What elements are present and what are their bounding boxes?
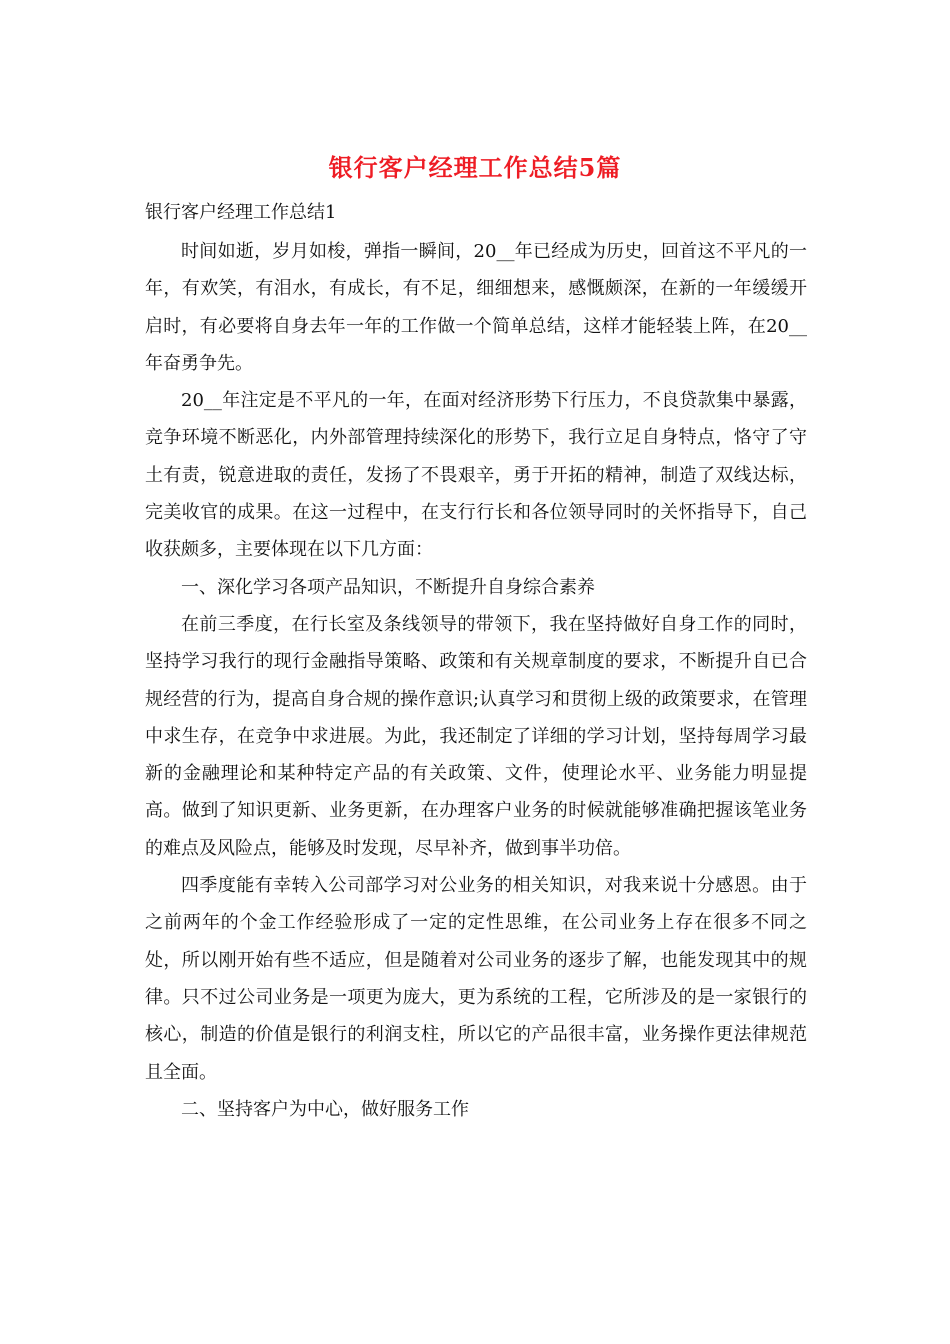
paragraph-q4: 四季度能有幸转入公司部学习对公业务的相关知识，对我来说十分感恩。由于之前两年的个金工作经验形成了一定的定性思维，在公司业务上存在很多不同之处，所以刚开始有些不适应，但是随着对公司业务的逐步了解，也能发现其中的规律。只不过公司业务是一项更为庞大，更为系统的工程，它所涉及的是一家银行的核心，制造的价值是银行的利润支柱，所以它的产品很丰富，业务操作更法律规范且全面。 — [145, 875, 807, 1083]
section-heading-1: 一、深化学习各项产品知识，不断提升自身综合素养 — [181, 576, 595, 598]
section-subtitle: 银行客户经理工作总结1 — [145, 202, 337, 223]
paragraph-intro: 时间如逝，岁月如梭，弹指一瞬间，20__年已经成为历史，回首这不平凡的一年，有欢笑，有泪水，有成长，有不足，细细想来，感慨颇深，在新的一年缓缓开启时，有必要将自身去年一年的工作做一个简单总结，这样才能轻装上阵，在20__年奋勇争先。 — [145, 241, 807, 374]
document-title: 银行客户经理工作总结5篇 — [328, 153, 622, 182]
section-heading-2: 二、坚持客户为中心，做好服务工作 — [181, 1098, 469, 1120]
document-body — [145, 233, 807, 1128]
paragraph-learning: 在前三季度，在行长室及条线领导的带领下，我在坚持做好自身工作的同时，坚持学习我行的现行金融指导策略、政策和有关规章制度的要求，不断提升自已合规经营的行为，提高自身合规的操作意识;认真学习和贯彻上级的政策要求，在管理中求生存，在竞争中求进展。为此，我还制定了详细的学习计划，坚持每周学习最新的金融理论和某种特定产品的有关政策、文件，使理论水平、业务能力明显提高。做到了知识更新、业务更新，在办理客户业务的时候就能够准确把握该笔业务的难点及风险点，能够及时发现，尽早补齐，做到事半功倍。 — [145, 613, 807, 859]
paragraph-context: 20__年注定是不平凡的一年，在面对经济形势下行压力，不良贷款集中暴露，竞争环境不断恶化，内外部管理持续深化的形势下，我行立足自身特点，恪守了守土有责，锐意进取的责任，发扬了不畏艰辛，勇于开拓的精神，制造了双线达标，完美收官的成果。在这一过程中，在支行行长和各位领导同时的关怀指导下，自己收获颇多，主要体现在以下几方面： — [145, 390, 807, 561]
